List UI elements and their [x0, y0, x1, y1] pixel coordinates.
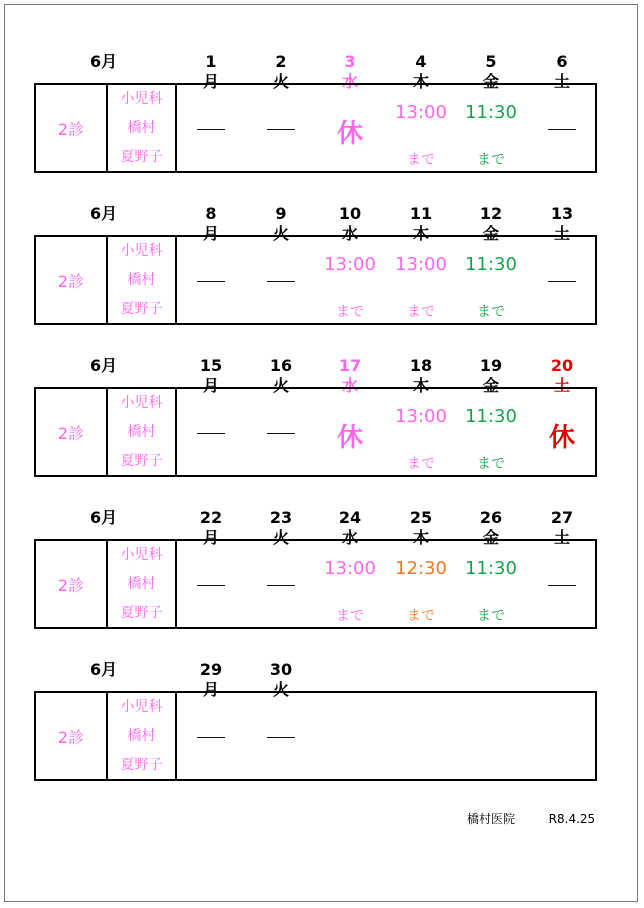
- weekday: 金: [482, 376, 499, 395]
- schedule-cell: [251, 237, 311, 323]
- end-time: 13:00: [395, 406, 447, 427]
- schedule-cell: [532, 237, 592, 323]
- month-label: 6月: [90, 52, 118, 71]
- month-label: 6月: [90, 204, 118, 223]
- schedule-cell: [391, 85, 451, 171]
- schedule-cell: [461, 389, 521, 475]
- until-label: まで: [407, 304, 435, 320]
- schedule-row: [34, 691, 597, 781]
- day-number: 20: [550, 356, 574, 375]
- doctor-line: 小児科: [120, 91, 163, 107]
- until-label: まで: [407, 152, 435, 168]
- footer-date: R8.4.25: [548, 812, 596, 826]
- schedule-cell: [181, 541, 241, 627]
- no-clinic-dash: [267, 281, 295, 282]
- week-block: [0, 489, 644, 649]
- day-number: 15: [199, 356, 223, 375]
- month-label: 6月: [90, 356, 118, 375]
- doctor-line: 橋村: [127, 576, 156, 592]
- doctor-line: 夏野子: [120, 605, 163, 621]
- schedule-cell: [391, 389, 451, 475]
- schedule-cell: [181, 389, 241, 475]
- schedule-cell: [251, 389, 311, 475]
- weekday: 火: [272, 680, 289, 699]
- end-time: 11:30: [465, 406, 517, 427]
- schedule-cell: [320, 85, 380, 171]
- weekday: 金: [482, 224, 499, 243]
- day-number: 10: [338, 204, 362, 223]
- doctor-line: 橋村: [127, 424, 156, 440]
- divider: [175, 237, 177, 323]
- schedule-cell: [320, 541, 380, 627]
- schedule-cell: [251, 693, 311, 779]
- schedule-row: [34, 387, 597, 477]
- weekday: 水: [341, 528, 358, 547]
- closed-mark: 休: [336, 119, 363, 149]
- footer-clinic-name: 橋村医院: [467, 812, 516, 826]
- day-number: 22: [199, 508, 223, 527]
- weekday: 月: [202, 72, 219, 91]
- until-label: まで: [407, 456, 435, 472]
- schedule-cell: [461, 237, 521, 323]
- week-block: [0, 185, 644, 345]
- weekday: 木: [412, 72, 429, 91]
- schedule-row: [34, 539, 597, 629]
- weekday: 木: [412, 528, 429, 547]
- doctor-line: 橋村: [127, 120, 156, 136]
- day-number: 11: [409, 204, 433, 223]
- schedule-cell: [532, 541, 592, 627]
- doctor-line: 小児科: [120, 547, 163, 563]
- weekday: 月: [202, 224, 219, 243]
- clinic-label: 2診: [57, 423, 85, 443]
- no-clinic-dash: [548, 585, 576, 586]
- schedule-cell: [532, 85, 592, 171]
- day-number: 23: [269, 508, 293, 527]
- weekday: 月: [202, 680, 219, 699]
- clinic-label: 2診: [57, 575, 85, 595]
- schedule-cell: [181, 693, 241, 779]
- schedule-row: [34, 235, 597, 325]
- divider: [175, 389, 177, 475]
- day-number: 13: [550, 204, 574, 223]
- doctor-line: 小児科: [120, 243, 163, 259]
- no-clinic-dash: [197, 433, 225, 434]
- day-number: 3: [344, 52, 356, 71]
- day-number: 30: [269, 660, 293, 679]
- end-time: 11:30: [465, 558, 517, 579]
- until-label: まで: [477, 608, 505, 624]
- day-number: 12: [479, 204, 503, 223]
- day-number: 16: [269, 356, 293, 375]
- day-number: 8: [205, 204, 217, 223]
- week-block: [0, 33, 644, 193]
- no-clinic-dash: [197, 737, 225, 738]
- until-label: まで: [477, 152, 505, 168]
- schedule-cell: [251, 541, 311, 627]
- week-block: [0, 337, 644, 497]
- day-number: 25: [409, 508, 433, 527]
- month-label: 6月: [90, 508, 118, 527]
- weekday: 木: [412, 376, 429, 395]
- no-clinic-dash: [548, 129, 576, 130]
- end-time: 13:00: [324, 254, 376, 275]
- day-number: 18: [409, 356, 433, 375]
- doctor-line: 小児科: [120, 395, 163, 411]
- end-time: 11:30: [465, 254, 517, 275]
- no-clinic-dash: [267, 129, 295, 130]
- day-number: 5: [485, 52, 497, 71]
- day-number: 9: [275, 204, 287, 223]
- day-number: 19: [479, 356, 503, 375]
- no-clinic-dash: [548, 281, 576, 282]
- closed-mark: 休: [336, 423, 363, 453]
- day-number: 4: [415, 52, 427, 71]
- weekday: 水: [341, 376, 358, 395]
- schedule-cell: [391, 541, 451, 627]
- weekday: 木: [412, 224, 429, 243]
- no-clinic-dash: [197, 129, 225, 130]
- day-number: 6: [556, 52, 568, 71]
- schedule-cell: [251, 85, 311, 171]
- weekday: 水: [341, 72, 358, 91]
- weekday: 水: [341, 224, 358, 243]
- schedule-cell: [461, 541, 521, 627]
- weekday: 火: [272, 528, 289, 547]
- footer: [467, 810, 595, 827]
- schedule-row: [34, 83, 597, 173]
- doctor-line: 小児科: [120, 699, 163, 715]
- clinic-label: 2診: [57, 271, 85, 291]
- no-clinic-dash: [197, 585, 225, 586]
- day-number: 1: [205, 52, 217, 71]
- weekday: 金: [482, 528, 499, 547]
- until-label: まで: [336, 304, 364, 320]
- end-time: 13:00: [324, 558, 376, 579]
- schedule-cell: [532, 389, 592, 475]
- weekday: 土: [553, 528, 570, 547]
- weekday: 金: [482, 72, 499, 91]
- until-label: まで: [336, 608, 364, 624]
- day-number: 27: [550, 508, 574, 527]
- divider: [175, 541, 177, 627]
- doctor-line: 夏野子: [120, 149, 163, 165]
- doctor-line: 夏野子: [120, 301, 163, 317]
- clinic-label: 2診: [57, 727, 85, 747]
- weekday: 火: [272, 72, 289, 91]
- weekday: 火: [272, 224, 289, 243]
- schedule-cell: [320, 389, 380, 475]
- schedule-cell: [461, 85, 521, 171]
- end-time: 12:30: [395, 558, 447, 579]
- closed-mark: 休: [548, 423, 575, 453]
- weekday: 土: [553, 376, 570, 395]
- doctor-line: 橋村: [127, 728, 156, 744]
- day-number: 26: [479, 508, 503, 527]
- until-label: まで: [407, 608, 435, 624]
- divider: [175, 693, 177, 779]
- day-number: 17: [338, 356, 362, 375]
- end-time: 13:00: [395, 254, 447, 275]
- schedule-cell: [320, 237, 380, 323]
- clinic-label: 2診: [57, 119, 85, 139]
- no-clinic-dash: [267, 433, 295, 434]
- no-clinic-dash: [267, 737, 295, 738]
- weekday: 土: [553, 224, 570, 243]
- no-clinic-dash: [197, 281, 225, 282]
- end-time: 11:30: [465, 102, 517, 123]
- month-label: 6月: [90, 660, 118, 679]
- schedule-cell: [181, 237, 241, 323]
- no-clinic-dash: [267, 585, 295, 586]
- day-number: 24: [338, 508, 362, 527]
- until-label: まで: [477, 304, 505, 320]
- doctor-line: 橋村: [127, 272, 156, 288]
- schedule-cell: [391, 237, 451, 323]
- schedule-cell: [181, 85, 241, 171]
- doctor-line: 夏野子: [120, 453, 163, 469]
- day-number: 2: [275, 52, 287, 71]
- weekday: 月: [202, 376, 219, 395]
- weekday: 月: [202, 528, 219, 547]
- weekday: 土: [553, 72, 570, 91]
- weekday: 火: [272, 376, 289, 395]
- until-label: まで: [477, 456, 505, 472]
- doctor-line: 夏野子: [120, 757, 163, 773]
- day-number: 29: [199, 660, 223, 679]
- week-block: [0, 641, 644, 801]
- end-time: 13:00: [395, 102, 447, 123]
- divider: [175, 85, 177, 171]
